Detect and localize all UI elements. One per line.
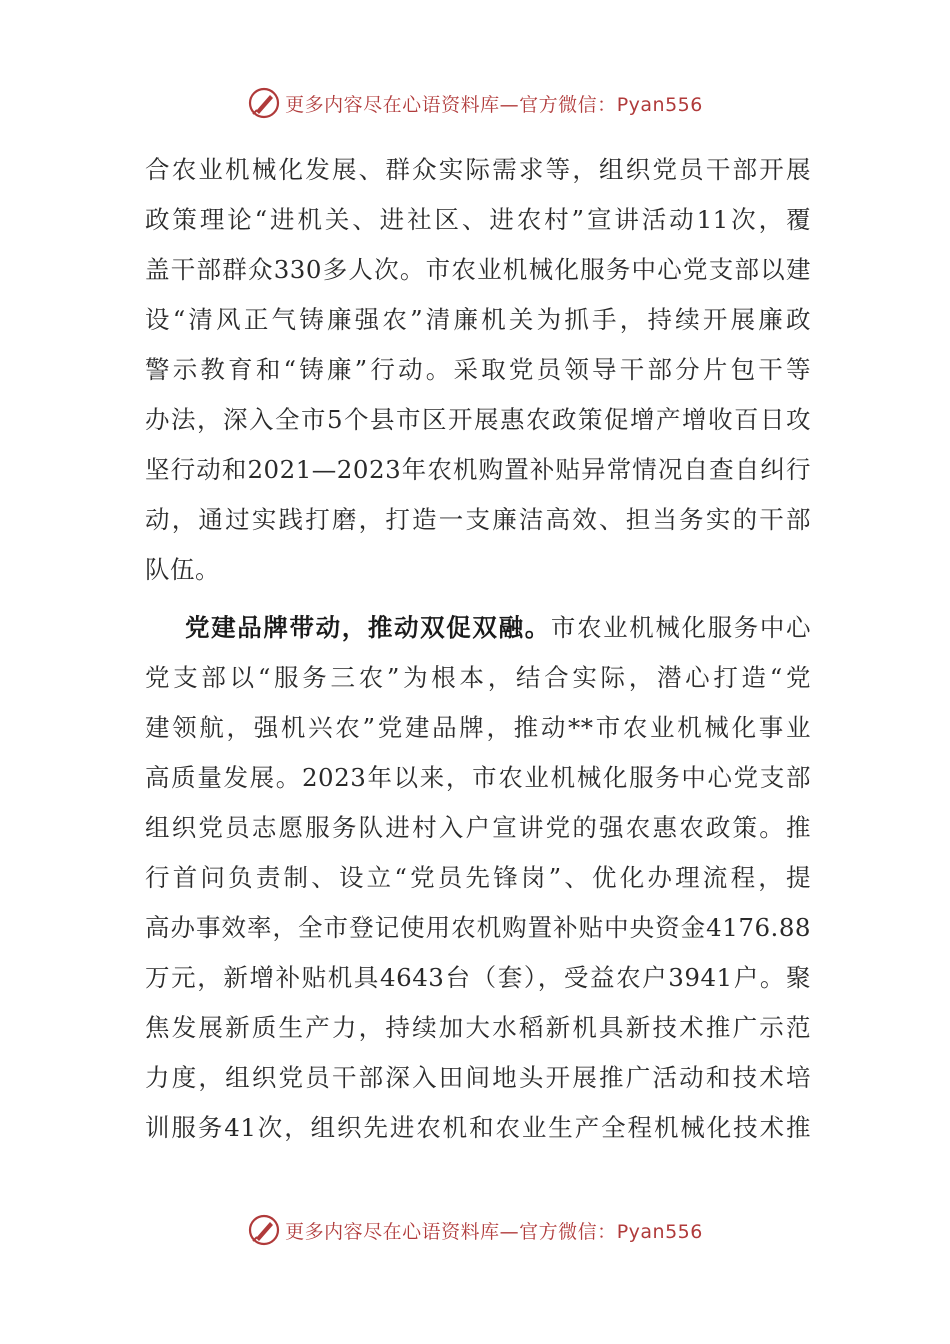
text-line: 设“清风正气铸廉强农”清廉机关为抓手，持续开展廉政 bbox=[145, 305, 811, 334]
text-line: 建领航，强机兴农”党建品牌，推动**市农业机械化事业 bbox=[145, 713, 811, 742]
text-line: 组织党员志愿服务队进村入户宣讲党的强农惠农政策。推 bbox=[145, 813, 811, 842]
text-line: 坚行动和2021—2023年农机购置补贴异常情况自查自纠行 bbox=[145, 455, 811, 484]
text-line: 焦发展新质生产力，持续加大水稻新机具新技术推广示范 bbox=[145, 1013, 811, 1042]
section-heading: 党建品牌带动，推动双促双融。 bbox=[185, 613, 551, 642]
paragraph-2 bbox=[145, 603, 811, 1153]
text-line: 办法，深入全市5个县市区开展惠农政策促增产增收百日攻 bbox=[145, 405, 811, 434]
watermark-text: 更多内容尽在心语资料库—官方微信：Pyan556 bbox=[285, 1220, 703, 1243]
text-line: 万元，新增补贴机具4643台（套），受益农户3941户。聚 bbox=[145, 963, 811, 992]
text-line: 训服务41次，组织先进农机和农业生产全程机械化技术推 bbox=[145, 1113, 811, 1142]
text-line: 高质量发展。2023年以来，市农业机械化服务中心党支部 bbox=[145, 763, 811, 792]
pen-logo-icon bbox=[247, 1213, 281, 1247]
watermark-footer bbox=[0, 1210, 950, 1250]
text-line: 队伍。 bbox=[145, 555, 220, 584]
text-line: 警示教育和“铸廉”行动。采取党员领导干部分片包干等 bbox=[145, 355, 811, 384]
text-line: 高办事效率，全市登记使用农机购置补贴中央资金4176.88 bbox=[145, 913, 811, 942]
pen-logo-icon bbox=[247, 86, 281, 120]
text-line: 合农业机械化发展、群众实际需求等，组织党员干部开展 bbox=[145, 155, 811, 184]
text-run: 市农业机械化服务中心 bbox=[550, 613, 812, 642]
text-line: 动，通过实践打磨，打造一支廉洁高效、担当务实的干部 bbox=[145, 505, 811, 534]
watermark-text: 更多内容尽在心语资料库—官方微信：Pyan556 bbox=[285, 93, 703, 116]
paragraph-first-line bbox=[145, 603, 811, 653]
document-body bbox=[145, 145, 811, 1153]
text-line: 党支部以“服务三农”为根本，结合实际，潜心打造“党 bbox=[145, 663, 811, 692]
paragraph-1 bbox=[145, 145, 811, 595]
text-line: 盖干部群众330多人次。市农业机械化服务中心党支部以建 bbox=[145, 255, 811, 284]
watermark-header bbox=[0, 83, 950, 123]
text-line: 政策理论“进机关、进社区、进农村”宣讲活动11次，覆 bbox=[145, 205, 811, 234]
text-line: 行首问负责制、设立“党员先锋岗”、优化办理流程，提 bbox=[145, 863, 811, 892]
text-line: 力度，组织党员干部深入田间地头开展推广活动和技术培 bbox=[145, 1063, 811, 1092]
